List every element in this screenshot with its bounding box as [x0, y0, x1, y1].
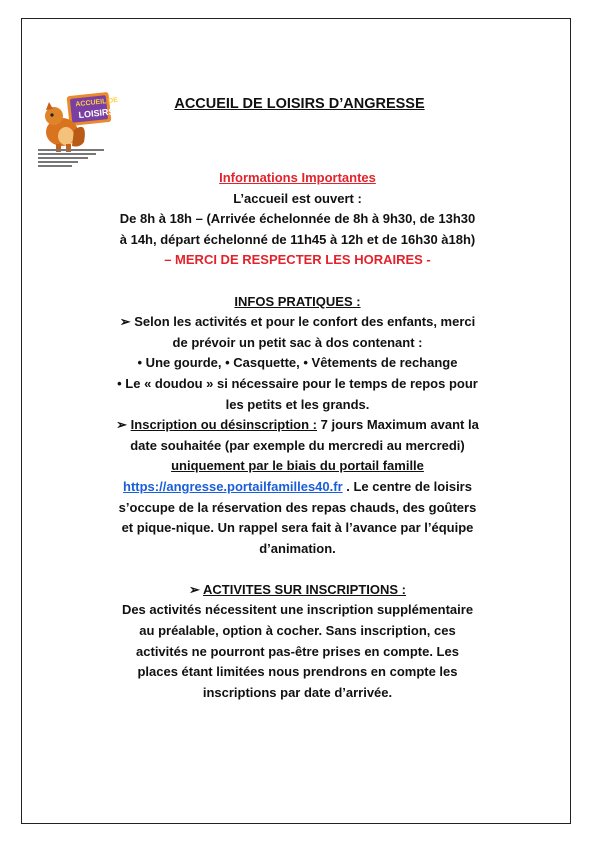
inscriptions-line-3: activités ne pourront pas-être prises en compte. Les [136, 643, 459, 659]
info-line-1: L’accueil est ouvert : [233, 190, 362, 206]
pratiques-line-1: ➢ Selon les activités et pour le confort des enfants, merci [119, 314, 476, 330]
arrow-icon: ➢ [189, 581, 204, 597]
pratiques-line-9 [60, 477, 535, 498]
pratiques-heading: INFOS PRATIQUES : [234, 293, 361, 309]
pratiques-line-9-rest: . Le centre de loisirs [342, 478, 472, 494]
info-line-4: – MERCI DE RESPECTER LES HORAIRES - [164, 252, 431, 268]
pratiques-line-6 [60, 415, 535, 436]
inscriptions-heading: ACTIVITES SUR INSCRIPTIONS : [203, 581, 406, 597]
arrow-icon: ➢ [116, 417, 131, 433]
pratiques-line-6-rest: 7 jours Maximum avant la [317, 417, 479, 433]
inscriptions-line-1: Des activités nécessitent une inscription supplémentaire [121, 602, 474, 618]
portail-familles-link[interactable]: https://angresse.portailfamilles40.fr [123, 478, 343, 494]
pratiques-line-7: date souhaitée (par exemple du mercredi au mercredi) [130, 437, 465, 453]
info-line-2: De 8h à 18h – (Arrivée échelonnée de 8h à 9h30, de 13h30 [119, 211, 476, 227]
logo-text-bottom: LOISIRS [78, 106, 115, 121]
page-title: ACCUEIL DE LOISIRS D’ANGRESSE [174, 96, 425, 112]
info-heading: Informations Importantes [219, 170, 376, 185]
info-line-3: à 14h, départ échelonné de 11h45 à 12h et de 16h30 à18h) [119, 231, 476, 247]
logo-text-top: ACCUEIL DE [75, 96, 119, 109]
inscriptions-line-4: places étant limitées nous prendrons en compte les [137, 664, 458, 680]
pratiques-line-12: d’animation. [259, 540, 336, 556]
pratiques-line-10: s’occupe de la réservation des repas chauds, des goûters [118, 499, 477, 515]
inscription-label: Inscription ou désinscription : [130, 417, 317, 433]
inscriptions-heading-row [60, 580, 535, 601]
pratiques-line-4: • Le « doudou » si nécessaire pour le temps de repos pour [117, 375, 478, 391]
logo-caption-lines [38, 147, 108, 169]
pratiques-line-11: et pique-nique. Un rappel sera fait à l’avance par l’équipe [121, 520, 474, 536]
pratiques-line-3: • Une gourde, • Casquette, • Vêtements de rechange [137, 355, 458, 371]
pratiques-line-8: uniquement par le biais du portail famille [171, 458, 424, 474]
inscriptions-line-2: au préalable, option à cocher. Sans inscription, ces [139, 623, 456, 639]
pratiques-line-2: de prévoir un petit sac à dos contenant : [172, 334, 423, 350]
document-body [60, 168, 535, 703]
inscriptions-line-5: inscriptions par date d’arrivée. [202, 684, 393, 700]
pratiques-line-5: les petits et les grands. [225, 396, 370, 412]
